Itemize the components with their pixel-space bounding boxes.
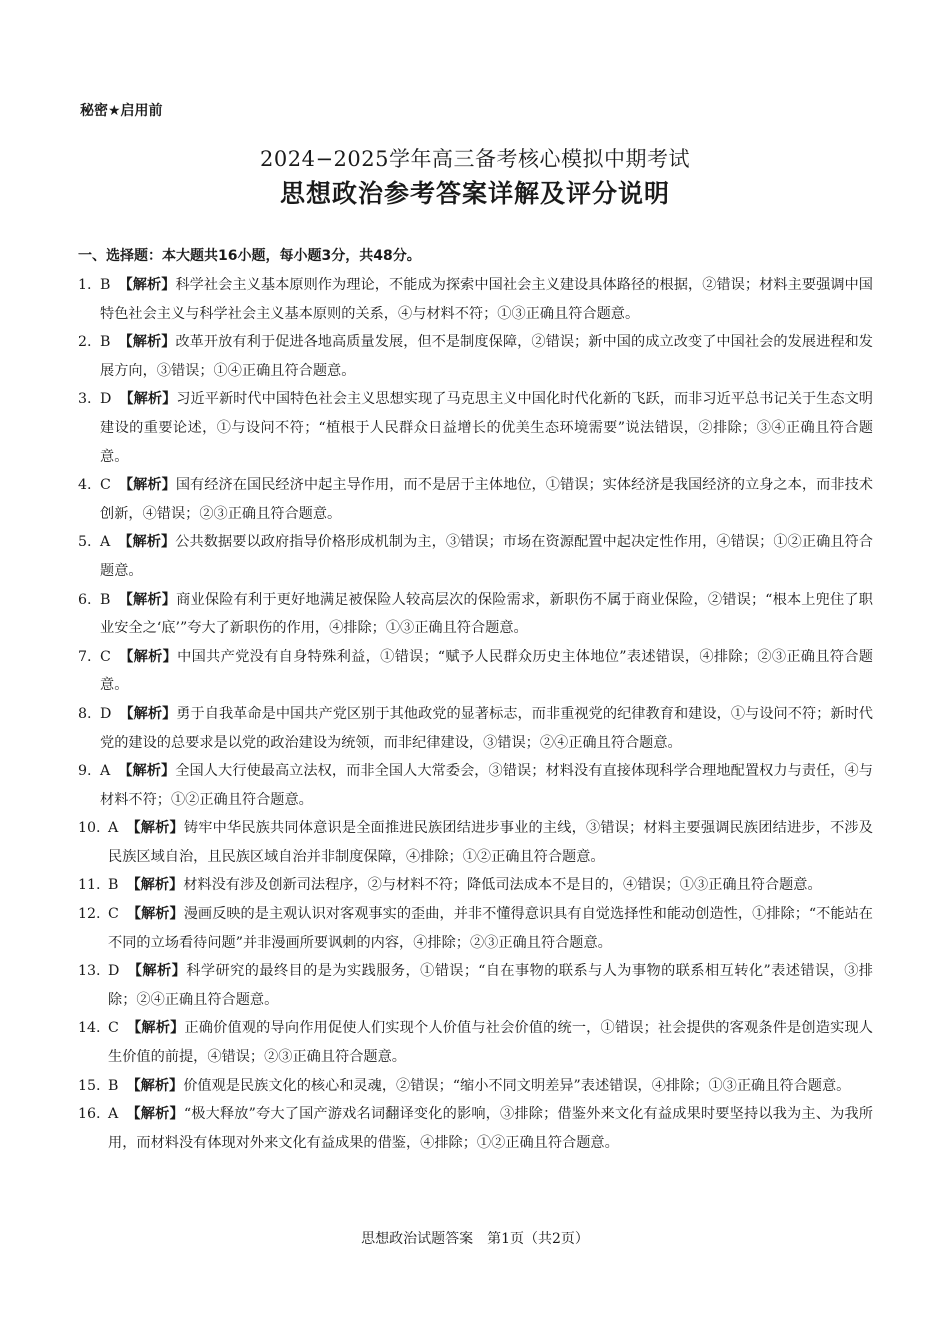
answer-letter: B: [108, 1077, 119, 1094]
analysis-text: 习近平新时代中国特色社会主义思想实现了马克思主义中国化时代化新的飞跃，而非习近平总书记关于生态文明建设的重要论述，①与设问不符；“植根于人民群众日益增长的优美生态环境需要”说法错误，②排除；③④正确且符合题意。: [100, 391, 873, 465]
analysis-text: “极大释放”夸大了国产游戏名词翻译变化的影响，③排除；借鉴外来文化有益成果时要坚持以我为主、为我所用，而材料没有体现对外来文化有益成果的借鉴，④排除；①②正确且符合题意。: [108, 1106, 873, 1151]
question-item: [78, 385, 873, 471]
answer-letter: A: [100, 534, 111, 551]
analysis-text: 公共数据要以政府指导价格形成机制为主，③错误；市场在资源配置中起决定性作用，④错误；①②正确且符合题意。: [100, 534, 873, 579]
question-list: [78, 271, 873, 1157]
question-number: 11.: [78, 877, 101, 894]
analysis-text: 全国人大行使最高立法权，而非全国人大常委会，③错误；材料没有直接体现科学合理地配置权力与责任，④与材料不符；①②正确且符合题意。: [100, 763, 873, 808]
analysis-text: 中国共产党没有自身特殊利益，①错误；“赋予人民群众历史主体地位”表述错误，④排除；②③正确且符合题意。: [100, 648, 873, 694]
question-item: [78, 700, 873, 757]
question-number: 10.: [78, 820, 101, 837]
question-item: [78, 1100, 873, 1157]
analysis-tag: 【解析】: [126, 1020, 185, 1037]
answer-letter: B: [100, 591, 111, 608]
question-number: 6.: [78, 591, 92, 608]
question-item: [78, 1072, 873, 1101]
question-item: [78, 1014, 873, 1071]
analysis-text: 价值观是民族文化的核心和灵魂，②错误；“缩小不同文明差异”表述错误，④排除；①③正确且符合题意。: [183, 1077, 851, 1094]
analysis-text: 科学研究的最终目的是为实践服务，①错误；“自在事物的联系与人为事物的联系相互转化”表述错误，③排除；②④正确且符合题意。: [108, 963, 873, 1008]
question-item: [78, 271, 873, 328]
answer-letter: C: [100, 477, 111, 494]
analysis-tag: 【解析】: [118, 477, 176, 494]
exam-title: 2024−2025学年高三备考核心模拟中期考试: [260, 147, 690, 171]
question-item: [78, 871, 873, 900]
analysis-tag: 【解析】: [118, 648, 178, 665]
question-number: 7.: [78, 648, 92, 665]
analysis-text: 勇于自我革命是中国共产党区别于其他政党的显著标志，而非重视党的纪律教育和建设，①与设问不符；新时代党的建设的总要求是以党的政治建设为统领，而非纪律建设，③错误；②④正确且符合题意。: [100, 705, 873, 751]
document-title: 思想政治参考答案详解及评分说明: [279, 179, 670, 208]
analysis-text: 漫画反映的是主观认识对客观事实的歪曲，并非不懂得意识具有自觉选择性和能动创造性，①排除；“不能站在不同的立场看待问题”并非漫画所要讽刺的内容，④排除；②③正确且符合题意。: [108, 906, 873, 951]
question-item: [78, 471, 873, 528]
analysis-tag: 【解析】: [118, 534, 176, 551]
analysis-text: 铸牢中华民族共同体意识是全面推进民族团结进步事业的主线，③错误；材料主要强调民族团结进步，不涉及民族区域自治，且民族区域自治并非制度保障，④排除；①②正确且符合题意。: [108, 820, 873, 865]
analysis-text: 材料没有涉及创新司法程序，②与材料不符；降低司法成本不是目的，④错误；①③正确且符合题意。: [183, 877, 822, 894]
question-item: [78, 814, 873, 871]
answer-letter: A: [108, 1106, 119, 1123]
question-number: 2.: [78, 334, 92, 351]
answer-letter: A: [100, 763, 111, 780]
question-item: [78, 643, 873, 700]
answer-letter: C: [108, 1020, 119, 1037]
analysis-tag: 【解析】: [119, 391, 177, 408]
analysis-tag: 【解析】: [126, 820, 184, 837]
answer-letter: D: [100, 391, 112, 408]
page-footer: 思想政治试题答案 第1页（共2页）: [361, 1231, 589, 1247]
analysis-tag: 【解析】: [126, 1077, 184, 1094]
question-number: 3.: [78, 391, 92, 408]
analysis-text: 商业保险有利于更好地满足被保险人较高层次的保险需求，新职伤不属于商业保险，②错误；“根本上兜住了职业安全之‘底’”夸大了新职伤的作用，④排除；①③正确且符合题意。: [100, 591, 873, 637]
analysis-tag: 【解析】: [118, 591, 177, 608]
analysis-tag: 【解析】: [126, 906, 184, 923]
answer-letter: C: [108, 906, 119, 923]
analysis-text: 改革开放有利于促进各地高质量发展，但不是制度保障，②错误；新中国的成立改变了中国社会的发展进程和发展方向，③错误；①④正确且符合题意。: [100, 334, 873, 379]
analysis-tag: 【解析】: [126, 877, 184, 894]
answer-letter: C: [100, 648, 111, 665]
question-number: 4.: [78, 477, 92, 494]
question-number: 16.: [78, 1106, 101, 1123]
answer-letter: D: [100, 705, 112, 722]
question-number: 12.: [78, 906, 101, 923]
answer-letter: A: [108, 820, 119, 837]
section-heading: 一、选择题：本大题共16小题，每小题3分，共48分。: [78, 248, 421, 264]
question-item: [78, 757, 873, 814]
analysis-tag: 【解析】: [118, 277, 176, 293]
question-number: 1.: [78, 277, 92, 293]
answer-content: [78, 243, 873, 1157]
analysis-tag: 【解析】: [118, 763, 176, 780]
analysis-tag: 【解析】: [118, 334, 176, 351]
question-item: [78, 957, 873, 1014]
analysis-text: 科学社会主义基本原则作为理论，不能成为探索中国社会主义建设具体路径的根据，②错误；材料主要强调中国特色社会主义与科学社会主义基本原则的关系，④与材料不符；①③正确且符合题意。: [100, 277, 873, 322]
question-item: [78, 528, 873, 585]
analysis-text: 正确价值观的导向作用促使人们实现个人价值与社会价值的统一，①错误；社会提供的客观条件是创造实现人生价值的前提，④错误；②③正确且符合题意。: [108, 1020, 873, 1066]
analysis-tag: 【解析】: [119, 705, 177, 722]
question-number: 9.: [78, 763, 92, 780]
analysis-tag: 【解析】: [127, 963, 187, 980]
analysis-text: 国有经济在国民经济中起主导作用，而不是居于主体地位，①错误；实体经济是我国经济的立身之本，而非技术创新，④错误；②③正确且符合题意。: [100, 477, 873, 522]
answer-letter: D: [108, 963, 120, 980]
question-item: [78, 328, 873, 385]
question-number: 13.: [78, 963, 101, 980]
question-number: 5.: [78, 534, 92, 551]
question-number: 15.: [78, 1077, 101, 1094]
answer-letter: B: [108, 877, 119, 894]
question-item: [78, 586, 873, 643]
question-number: 8.: [78, 705, 92, 722]
question-number: 14.: [78, 1020, 101, 1037]
analysis-tag: 【解析】: [126, 1106, 184, 1123]
confidential-label: 秘密★启用前: [80, 103, 163, 119]
question-item: [78, 900, 873, 957]
answer-letter: B: [100, 277, 111, 293]
answer-letter: B: [100, 334, 111, 351]
